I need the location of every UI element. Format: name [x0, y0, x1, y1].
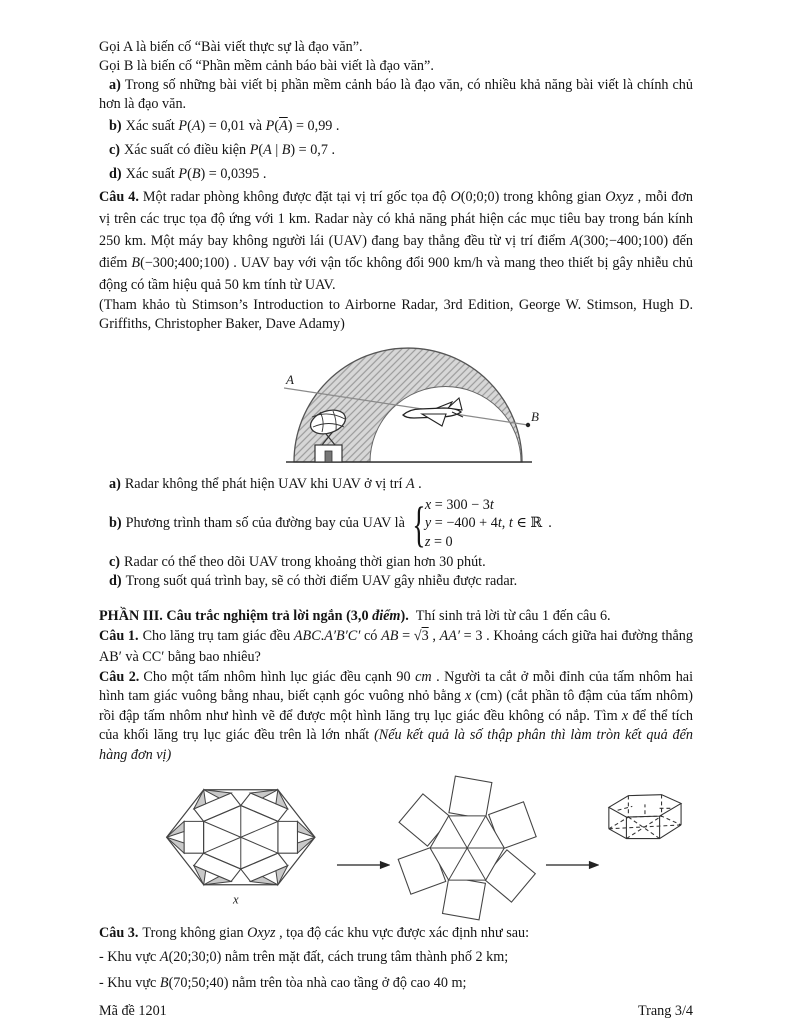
- point-b-dot: [526, 423, 530, 427]
- radar-figure: [284, 336, 693, 473]
- equation-x: x = 300 − 3t: [424, 496, 494, 513]
- system-brace: {: [412, 495, 426, 552]
- x-edge-label: x: [232, 892, 239, 907]
- equation-z: z = 0: [424, 533, 453, 550]
- page-footer: [99, 1002, 693, 1021]
- reference-citation: (Tham khảo tù Stimson’s Introduction to Airborne Radar, 3rd Edition, George W. Stimson, Hugh D. Griffiths, Christopher Baker, Dave Adamy): [99, 297, 693, 332]
- arrow-icon: [545, 859, 600, 871]
- label-a: A: [286, 372, 294, 387]
- equation-y: y = −400 + 4t, t ∈ ℝ: [424, 515, 543, 532]
- cau4-option-b: b) Phương trình tham số của đường bay của UAV là { x = 300 − 3t y = −400 + 4t, t ∈ ℝ z = 0 .: [109, 495, 552, 552]
- label-b: B: [531, 409, 539, 424]
- prob-pa: P(A) = 0,01: [178, 118, 246, 134]
- cau4-option-d: d) Trong suốt quá trình bay, sẽ có thời điểm UAV gây nhiễu được radar.: [109, 573, 518, 589]
- exam-code: Mã đề 1201: [99, 1003, 167, 1019]
- prob-pb: P(B) = 0,0395 .: [178, 166, 267, 182]
- hexagon-sheet-svg: [151, 773, 332, 923]
- zone-b-line: - Khu vực B(70;50;40) nằm trên tòa nhà cao tầng ở độ cao 40 m;: [99, 975, 467, 991]
- statement-c: c) Xác suất có điều kiện P(A | B) = 0,7 .: [109, 142, 336, 158]
- zone-a-line: - Khu vực A(20;30;0) nằm trên mặt đất, cách trung tâm thành phố 2 km;: [99, 949, 509, 965]
- hexagonal-prism-svg: [603, 789, 693, 853]
- prob-pab: P(A | B) = 0,7 .: [249, 142, 336, 158]
- part3-heading: PHẦN III. Câu trắc nghiệm trả lời ngắn (3,0 điểm). Thí sinh trả lời từ câu 1 đến câu 6.: [99, 607, 611, 624]
- line-goi-a: Gọi A là biến cố “Bài viết thực sự là đạo văn”.: [99, 39, 363, 55]
- prob-pabar: $P(\overline{A}) = 0,99$ .: [265, 118, 340, 134]
- rounding-note: (Nếu kết quả là số thập phân thì làm tròn kết quả đến hàng đơn vị): [99, 727, 694, 763]
- statement-b: b) Xác suất P(A) = 0,01 và $P(\overline{A}) = 0,99$ .: [109, 118, 340, 134]
- cau4-stem: Câu 4. Một radar phòng không được đặt tại vị trí gốc tọa độ O(0;0;0) trong không gian Oxyz , mỗi đơn vị trên các trục tọa độ ứng với 1 km. Radar này có khả năng phát hiện các mục tiêu bay trong bán kính 250 km. Một máy bay không người lái (UAV) đang bay thẳng đều từ vị trí điểm A(300;−400;100) đến điểm B(−300;400;100) . UAV bay với vận tốc không đổi 900 km/h và mang theo thiết bị gây nhiễu chủ động có tầm hiệu quả 50 km tính từ UAV.: [99, 189, 693, 293]
- statement-d: d) Xác suất P(B) = 0,0395 .: [109, 166, 267, 182]
- page-number: Trang 3/4: [637, 1003, 693, 1019]
- statement-a: a) Trong số những bài viết bị phần mềm cảnh báo là đạo văn, có nhiều khả năng bài viết là chính chủ hơn là đạo văn.: [99, 77, 693, 112]
- cau2: Câu 2. Cho một tấm nhôm hình lục giác đều cạnh 90 cm . Người ta cắt ở mỗi đỉnh của tấm nhôm hai hình tam giác vuông bằng nhau, biết cạnh góc vuông nhỏ bằng x (cm) (cắt phần tô đậm của tấm nhôm) rồi đập tấm nhôm như hình vẽ để được một hình lăng trụ lục giác đều không có nắp. Tìm x để thể tích của khối lăng trụ lục giác đều trên là lớn nhất (Nếu kết quả là số thập phân thì làm tròn kết quả đến hàng đơn vị): [99, 668, 694, 763]
- folded-net-svg: [394, 773, 540, 923]
- parametric-equations: [425, 496, 542, 552]
- cau4-option-a: a) Radar không thể phát hiện UAV khi UAV ở vị trí A .: [109, 476, 422, 492]
- line-goi-b: Gọi B là biến cố “Phần mềm cảnh báo bài viết là đạo văn”.: [99, 58, 434, 74]
- hexagon-net-figure: [151, 773, 693, 923]
- cau1: Câu 1. Cho lăng trụ tam giác đều ABC.A′B′C′ có AB = √3 , AA′ = 3 . Khoảng cách giữa hai đường thẳng AB′ và CC′ bằng bao nhiêu?: [99, 627, 693, 665]
- cau3: Câu 3. Trong không gian Oxyz , tọa độ các khu vực được xác định như sau:: [99, 925, 530, 941]
- radar-figure-svg: [284, 336, 544, 468]
- arrow-icon: [336, 859, 391, 871]
- cau4-option-c: c) Radar có thể theo dõi UAV trong khoảng thời gian hơn 30 phút.: [109, 553, 486, 570]
